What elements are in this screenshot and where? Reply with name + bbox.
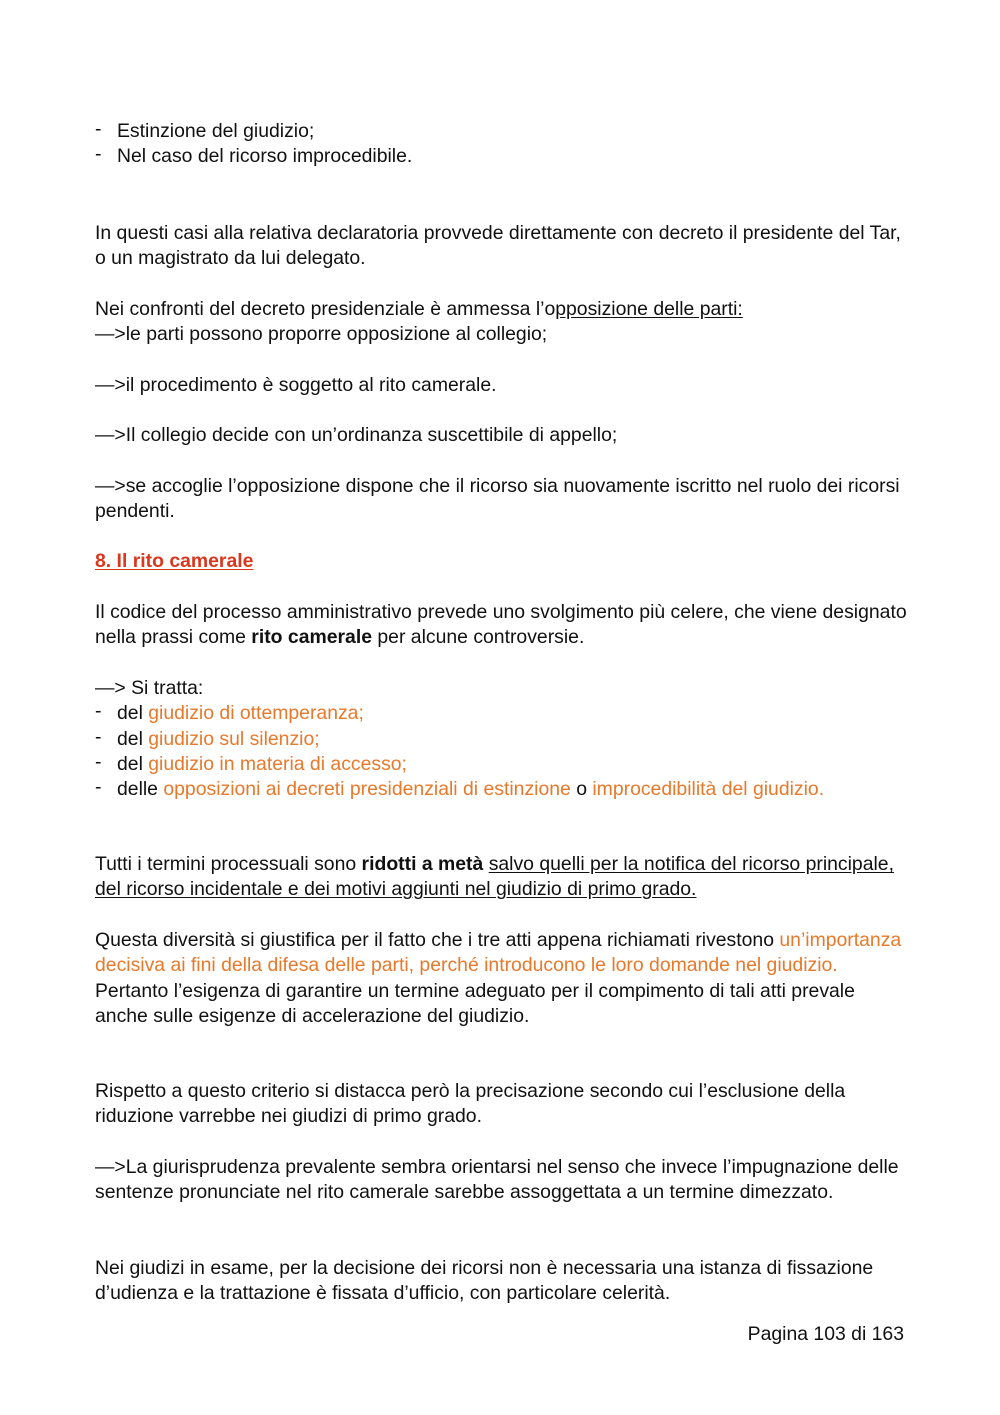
paragraph-diversita: Questa diversità si giustifica per il fatto che i tre atti appena richiamati rivestono un’importanza decisiva ai fini della difesa delle parti, perché introducono le loro domande nel giudizio. Pertanto l’esigenza di garantire un termine adeguato per il compimento di tali atti prevale anche sulle esigenze di accelerazione del giudizio. — [95, 929, 902, 1027]
list-item: - del giudizio sul silenzio; — [95, 725, 320, 750]
page-number: Pagina 103 di 163 — [747, 1323, 904, 1345]
paragraph-opposizione: Nei confronti del decreto presidenziale è ammessa l’opposizione delle parti: —>le parti possono proporre opposizione al collegio; — [95, 298, 743, 346]
paragraph-procedimento: —>il procedimento è soggetto al rito camerale. — [95, 374, 497, 396]
bullet-list-2 — [95, 676, 910, 802]
list-item: - del giudizio di ottemperanza; — [95, 700, 364, 725]
list-item: - Estinzione del giudizio; — [95, 118, 315, 142]
list-item: - delle opposizioni ai decreti presidenziali di estinzione o improcedibilità del giudizio. — [95, 776, 825, 801]
paragraph-collegio: —>Il collegio decide con un’ordinanza suscettibile di appello; — [95, 424, 618, 446]
section-heading: 8. Il rito camerale — [95, 550, 254, 572]
paragraph-accoglie: —>se accoglie l’opposizione dispone che il ricorso sia nuovamente iscritto nel ruolo dei ricorsi pendenti. — [95, 475, 900, 523]
paragraph-casi: In questi casi alla relativa declaratoria provvede direttamente con decreto il presidente del Tar, o un magistrato da lui delegato. — [95, 222, 901, 270]
paragraph-giurisprudenza: —>La giurisprudenza prevalente sembra orientarsi nel senso che invece l’impugnazione delle sentenze pronunciate nel rito camerale sarebbe assoggettata a un termine dimezzato. — [95, 1156, 899, 1204]
list-item: - Nel caso del ricorso improcedibile. — [95, 143, 413, 168]
paragraph-rispetto: Rispetto a questo criterio si distacca però la precisazione secondo cui l’esclusione della riduzione varrebbe nei giudizi di primo grado. — [95, 1080, 846, 1128]
paragraph-termini: Tutti i termini processuali sono ridotti a metà salvo quelli per la notifica del ricorso principale, del ricorso incidentale e dei motivi aggiunti nel giudizio di primo grado. — [95, 853, 894, 901]
list-item: - del giudizio in materia di accesso; — [95, 750, 407, 775]
paragraph-final: Nei giudizi in esame, per la decisione dei ricorsi non è necessaria una istanza di fissazione d’udienza e la trattazione è fissata d’ufficio, con particolare celerità. — [95, 1257, 874, 1305]
bullet-list-1 — [95, 119, 910, 170]
paragraph-codice: Il codice del processo amministrativo prevede uno svolgimento più celere, che viene designato nella prassi come rito camerale per alcune controversie. — [95, 601, 907, 649]
list-intro: —> Si tratta: — [95, 677, 204, 699]
